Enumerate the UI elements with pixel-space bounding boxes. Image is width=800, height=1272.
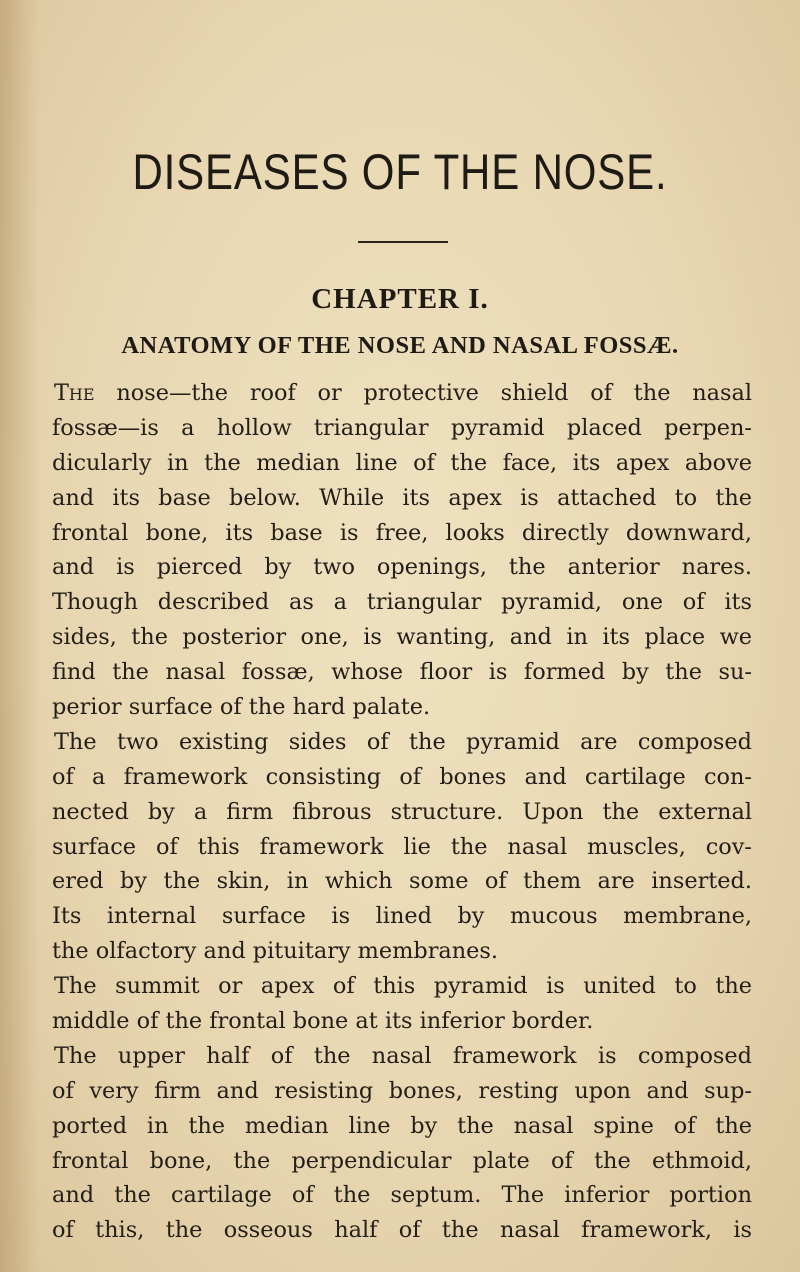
- text-line: surface of this framework lie the nasal muscles, cov-: [52, 833, 752, 860]
- text-line: ported in the median line by the nasal spine of the: [52, 1112, 752, 1139]
- text-line: and its base below. While its apex is attached to the: [52, 484, 752, 511]
- text-line: of a framework consisting of bones and cartilage con-: [52, 763, 752, 790]
- chapter-number: CHAPTER I.: [311, 283, 489, 315]
- text-line-1: The nose—the roof or protective shield of the nasal: [54, 380, 752, 406]
- text-line: dicularly in the median line of the face, its apex above: [52, 449, 752, 476]
- body-text: [52, 376, 752, 1248]
- text-line: nected by a firm fibrous structure. Upon the external: [52, 798, 752, 825]
- chapter-title: ANATOMY OF THE NOSE AND NASAL FOSSÆ.: [121, 332, 679, 359]
- text-line: and is pierced by two openings, the anterior nares.: [52, 554, 752, 581]
- text-line: The upper half of the nasal framework is composed: [54, 1042, 752, 1069]
- title-rule: [358, 241, 448, 243]
- text-line: of very firm and resisting bones, resting upon and sup-: [52, 1077, 752, 1104]
- text-line: middle of the frontal bone at its inferior border.: [52, 1008, 594, 1035]
- first-word: The: [54, 380, 95, 406]
- text-line: Its internal surface is lined by mucous membrane,: [52, 903, 752, 930]
- text-line: and the cartilage of the septum. The inferior portion: [52, 1182, 752, 1209]
- text-line: frontal bone, its base is free, looks directly downward,: [52, 519, 752, 546]
- text-line: find the nasal fossæ, whose floor is formed by the su-: [52, 659, 752, 686]
- text-line: frontal bone, the perpendicular plate of the ethmoid,: [52, 1147, 752, 1174]
- text-line: sides, the posterior one, is wanting, and in its place we: [52, 624, 752, 651]
- text-line: The summit or apex of this pyramid is united to the: [54, 973, 752, 1000]
- book-title: DISEASES OF THE NOSE.: [132, 144, 668, 200]
- text-line: fossæ—is a hollow triangular pyramid placed perpen-: [52, 414, 752, 441]
- text-line: The two existing sides of the pyramid are composed: [54, 728, 752, 755]
- text-line: of this, the osseous half of the nasal framework, is: [52, 1217, 752, 1244]
- text-line: Though described as a triangular pyramid, one of its: [52, 589, 752, 616]
- text-line: ered by the skin, in which some of them are inserted.: [52, 868, 752, 895]
- text-line: the olfactory and pituitary membranes.: [52, 938, 499, 965]
- text-line: perior surface of the hard palate.: [52, 694, 431, 721]
